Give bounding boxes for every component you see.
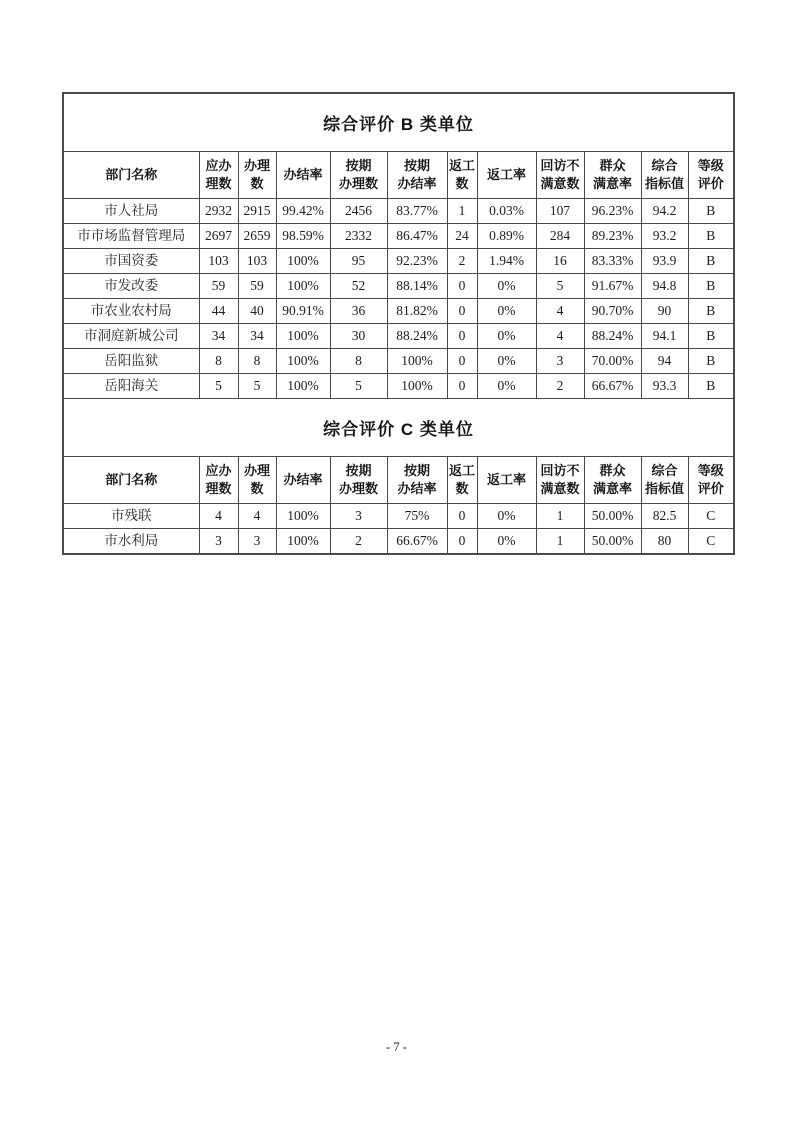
data-cell: 4 [238, 504, 276, 529]
table-row [63, 374, 734, 399]
data-cell: 2456 [330, 199, 387, 224]
data-cell: 88.24% [584, 324, 641, 349]
column-header: 办理 数 [238, 152, 276, 199]
data-cell: 0% [477, 299, 536, 324]
column-header: 综合 指标值 [641, 457, 688, 504]
data-cell: 98.59% [276, 224, 330, 249]
column-header: 等级 评价 [688, 457, 734, 504]
data-cell: 90.91% [276, 299, 330, 324]
data-cell: 5 [536, 274, 584, 299]
data-cell: C [688, 529, 734, 555]
data-cell: 96.23% [584, 199, 641, 224]
data-cell: 8 [238, 349, 276, 374]
data-cell: 1 [536, 504, 584, 529]
column-header: 回访不 满意数 [536, 457, 584, 504]
table-title: 综合评价 B 类单位 [63, 93, 734, 152]
department-name: 市国资委 [63, 249, 199, 274]
data-cell: 89.23% [584, 224, 641, 249]
data-cell: 0% [477, 349, 536, 374]
data-cell: B [688, 274, 734, 299]
data-cell: 24 [447, 224, 477, 249]
data-cell: 0 [447, 274, 477, 299]
data-cell: 107 [536, 199, 584, 224]
data-cell: 16 [536, 249, 584, 274]
column-header: 办结率 [276, 457, 330, 504]
data-cell: 50.00% [584, 504, 641, 529]
data-cell: 94 [641, 349, 688, 374]
data-cell: B [688, 324, 734, 349]
column-header: 按期 办理数 [330, 152, 387, 199]
table-b-section [63, 93, 734, 399]
table-c-section [63, 399, 734, 555]
data-cell: 94.1 [641, 324, 688, 349]
data-cell: 100% [276, 249, 330, 274]
column-header: 群众 满意率 [584, 152, 641, 199]
data-cell: 0 [447, 504, 477, 529]
column-header: 等级 评价 [688, 152, 734, 199]
data-cell: 103 [238, 249, 276, 274]
column-header: 返工率 [477, 152, 536, 199]
department-name: 市人社局 [63, 199, 199, 224]
data-cell: 80 [641, 529, 688, 555]
column-header: 应办 理数 [199, 152, 238, 199]
data-cell: 30 [330, 324, 387, 349]
data-cell: 82.5 [641, 504, 688, 529]
data-cell: B [688, 199, 734, 224]
data-cell: 90 [641, 299, 688, 324]
table-row [63, 299, 734, 324]
data-cell: 100% [387, 374, 447, 399]
department-name: 市残联 [63, 504, 199, 529]
data-cell: 100% [276, 504, 330, 529]
department-name: 市市场监督管理局 [63, 224, 199, 249]
column-header: 应办 理数 [199, 457, 238, 504]
data-cell: 90.70% [584, 299, 641, 324]
data-cell: B [688, 349, 734, 374]
evaluation-table [62, 92, 735, 555]
data-cell: 59 [238, 274, 276, 299]
table-row [63, 224, 734, 249]
data-cell: 1 [536, 529, 584, 555]
column-header: 部门名称 [63, 152, 199, 199]
table-row [63, 324, 734, 349]
data-cell: 284 [536, 224, 584, 249]
data-cell: 95 [330, 249, 387, 274]
data-cell: 1.94% [477, 249, 536, 274]
data-cell: 81.82% [387, 299, 447, 324]
data-cell: 3 [199, 529, 238, 555]
data-cell: C [688, 504, 734, 529]
data-cell: 8 [330, 349, 387, 374]
data-cell: 83.33% [584, 249, 641, 274]
data-cell: 0 [447, 299, 477, 324]
column-header: 按期 办结率 [387, 457, 447, 504]
data-cell: 94.8 [641, 274, 688, 299]
data-cell: 2 [447, 249, 477, 274]
data-cell: 100% [387, 349, 447, 374]
column-header: 部门名称 [63, 457, 199, 504]
table-row [63, 349, 734, 374]
column-header: 回访不 满意数 [536, 152, 584, 199]
data-cell: 88.14% [387, 274, 447, 299]
data-cell: 0 [447, 324, 477, 349]
data-cell: 0 [447, 349, 477, 374]
data-cell: 4 [536, 324, 584, 349]
header-row [63, 457, 734, 504]
data-cell: 100% [276, 274, 330, 299]
table-row [63, 249, 734, 274]
data-cell: 100% [276, 529, 330, 555]
column-header: 返工率 [477, 457, 536, 504]
data-cell: 8 [199, 349, 238, 374]
column-header: 办结率 [276, 152, 330, 199]
data-cell: 2932 [199, 199, 238, 224]
data-cell: 0.89% [477, 224, 536, 249]
data-cell: 2659 [238, 224, 276, 249]
data-cell: 88.24% [387, 324, 447, 349]
data-cell: 5 [330, 374, 387, 399]
data-cell: 2 [330, 529, 387, 555]
data-cell: 2915 [238, 199, 276, 224]
column-header: 返工 数 [447, 457, 477, 504]
data-cell: 44 [199, 299, 238, 324]
column-header: 按期 办理数 [330, 457, 387, 504]
data-cell: 1 [447, 199, 477, 224]
data-cell: 4 [199, 504, 238, 529]
data-cell: 70.00% [584, 349, 641, 374]
data-cell: 92.23% [387, 249, 447, 274]
data-cell: 100% [276, 324, 330, 349]
table-row [63, 504, 734, 529]
data-cell: 91.67% [584, 274, 641, 299]
table-row [63, 199, 734, 224]
data-cell: 93.2 [641, 224, 688, 249]
data-cell: 93.9 [641, 249, 688, 274]
data-cell: 0% [477, 504, 536, 529]
data-cell: 66.67% [387, 529, 447, 555]
page-number: - 7 - [386, 1040, 407, 1054]
data-cell: 2 [536, 374, 584, 399]
column-header: 群众 满意率 [584, 457, 641, 504]
column-header: 返工 数 [447, 152, 477, 199]
table-row [63, 274, 734, 299]
data-cell: 2332 [330, 224, 387, 249]
data-cell: B [688, 224, 734, 249]
data-cell: 100% [276, 374, 330, 399]
table-row [63, 529, 734, 555]
department-name: 市水利局 [63, 529, 199, 555]
column-header: 按期 办结率 [387, 152, 447, 199]
data-cell: 5 [199, 374, 238, 399]
department-name: 市洞庭新城公司 [63, 324, 199, 349]
data-cell: 0% [477, 374, 536, 399]
data-cell: 3 [330, 504, 387, 529]
data-cell: 3 [536, 349, 584, 374]
data-cell: 36 [330, 299, 387, 324]
data-cell: 99.42% [276, 199, 330, 224]
data-cell: 34 [238, 324, 276, 349]
data-cell: 0 [447, 374, 477, 399]
data-cell: 75% [387, 504, 447, 529]
department-name: 市农业农村局 [63, 299, 199, 324]
data-cell: 34 [199, 324, 238, 349]
data-cell: B [688, 249, 734, 274]
data-cell: 94.2 [641, 199, 688, 224]
department-name: 市发改委 [63, 274, 199, 299]
data-cell: 0 [447, 529, 477, 555]
department-name: 岳阳海关 [63, 374, 199, 399]
data-cell: 2697 [199, 224, 238, 249]
data-cell: 86.47% [387, 224, 447, 249]
data-cell: 40 [238, 299, 276, 324]
data-cell: 0% [477, 324, 536, 349]
data-cell: B [688, 374, 734, 399]
data-cell: 0% [477, 529, 536, 555]
department-name: 岳阳监狱 [63, 349, 199, 374]
table-title: 综合评价 C 类单位 [63, 399, 734, 457]
data-cell: 100% [276, 349, 330, 374]
data-cell: 5 [238, 374, 276, 399]
data-cell: 66.67% [584, 374, 641, 399]
data-cell: 103 [199, 249, 238, 274]
data-cell: 52 [330, 274, 387, 299]
data-cell: B [688, 299, 734, 324]
data-cell: 0% [477, 274, 536, 299]
data-cell: 0.03% [477, 199, 536, 224]
data-cell: 4 [536, 299, 584, 324]
data-cell: 93.3 [641, 374, 688, 399]
header-row [63, 152, 734, 199]
column-header: 办理数 [238, 457, 276, 504]
data-cell: 50.00% [584, 529, 641, 555]
data-cell: 3 [238, 529, 276, 555]
data-cell: 83.77% [387, 199, 447, 224]
column-header: 综合 指标值 [641, 152, 688, 199]
data-cell: 59 [199, 274, 238, 299]
